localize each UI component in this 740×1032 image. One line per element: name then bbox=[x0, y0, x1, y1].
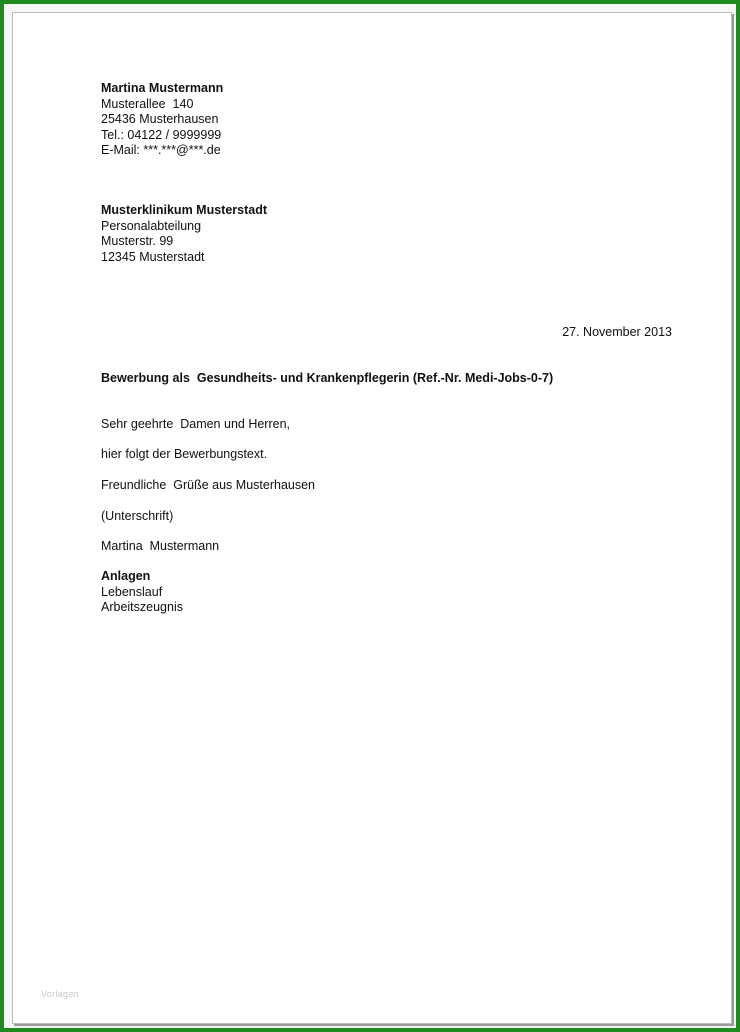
enclosure-item: Arbeitszeugnis bbox=[101, 600, 183, 614]
letter-date: 27. November 2013 bbox=[562, 325, 672, 339]
recipient-name: Musterklinikum Musterstadt bbox=[101, 203, 268, 217]
salutation: Sehr geehrte Damen und Herren, bbox=[101, 417, 290, 431]
enclosures-block bbox=[101, 569, 183, 616]
sender-name: Martina Mustermann bbox=[101, 81, 224, 95]
recipient-block bbox=[101, 203, 267, 265]
subject-line: Bewerbung als Gesundheits- und Krankenpflegerin (Ref.-Nr. Medi-Jobs-0-7) bbox=[101, 371, 554, 385]
sender-block bbox=[101, 81, 223, 159]
recipient-city: 12345 Musterstadt bbox=[101, 249, 205, 264]
sender-city: 25436 Musterhausen bbox=[101, 112, 219, 126]
closing: Freundliche Grüße aus Musterhausen bbox=[101, 478, 315, 492]
sender-email: E-Mail: ***.***@***.de bbox=[101, 143, 221, 157]
sender-street: Musterallee 140 bbox=[101, 96, 194, 111]
signature-placeholder: (Unterschrift) bbox=[101, 509, 174, 523]
letter-sheet bbox=[12, 12, 732, 1024]
signer-name: Martina Mustermann bbox=[101, 539, 220, 553]
sender-phone: Tel.: 04122 / 9999999 bbox=[101, 127, 222, 142]
body-text: hier folgt der Bewerbungstext. bbox=[101, 447, 268, 461]
enclosures-heading: Anlagen bbox=[101, 569, 151, 583]
recipient-department: Personalabteilung bbox=[101, 218, 202, 233]
watermark-text: Vorlagen bbox=[41, 989, 79, 999]
recipient-street: Musterstr. 99 bbox=[101, 234, 174, 248]
enclosure-item: Lebenslauf bbox=[101, 584, 163, 599]
